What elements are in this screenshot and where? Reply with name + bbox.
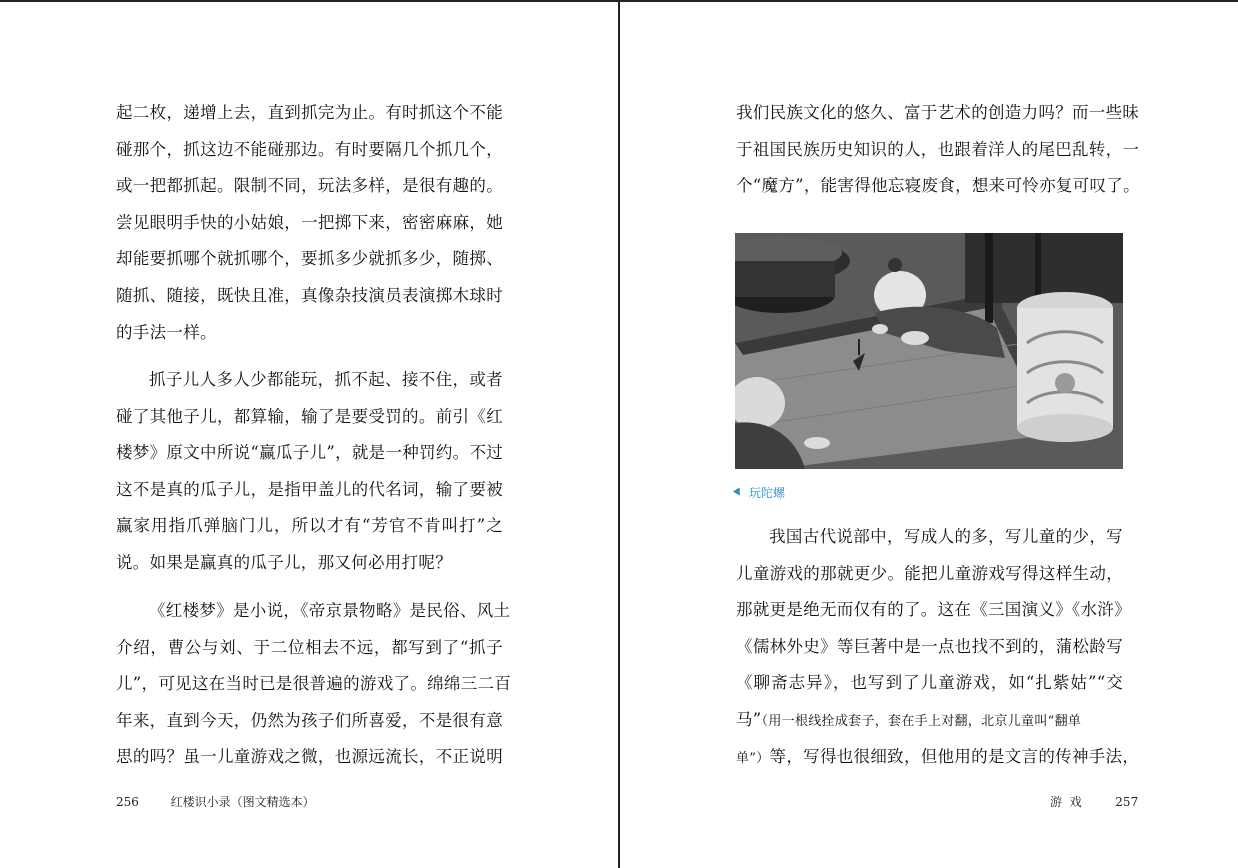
text-line: 抓子儿人多人少都能玩，抓不起、接不住，或者 — [149, 370, 503, 389]
text-line: 我们民族文化的悠久、富于艺术的创造力吗？而一些昧 — [736, 103, 1140, 122]
caption-triangle-icon — [733, 487, 743, 497]
running-title: 红楼识小录（图文精选本） — [170, 795, 315, 809]
text-line: 起二枚，递增上去，直到抓完为止。有时抓这个不能 — [116, 103, 503, 122]
text-line: 《儒林外史》等巨著中是一点也找不到的，蒲松龄写 — [736, 636, 1123, 656]
left-page — [0, 0, 618, 868]
text-line: 这不是真的瓜子儿，是指甲盖儿的代名词，输了要被 — [116, 479, 503, 499]
text-line: 年来，直到今天，仍然为孩子们所喜爱，不是很有意 — [116, 710, 503, 730]
page-number: 257 — [1115, 795, 1139, 809]
inline-note-end: 单”） — [736, 750, 770, 766]
text-line: 介绍，曹公与刘、于二位相去不远，都写到了“抓子 — [116, 637, 503, 657]
text-fragment: 马” — [736, 709, 762, 729]
text-line: 却能要抓哪个就抓哪个，要抓多少就抓多少，随掷、 — [116, 249, 503, 269]
paragraph-1 — [116, 95, 503, 351]
text-line: 儿”，可见这在当时已是很普遍的游戏了。绵绵三二百 — [116, 674, 512, 694]
text-line: 或一把都抓起。限制不同，玩法多样，是很有趣的。 — [116, 176, 503, 196]
text-line-with-note — [736, 739, 1140, 776]
text-line: 我国古代说部中，写成人的多，写儿童的少，写 — [769, 527, 1123, 546]
text-line: 说。如果是赢真的瓜子儿，那又何必用打呢？ — [116, 552, 452, 572]
text-line: 思的吗？虽一儿童游戏之微，也源远流长，不正说明 — [116, 747, 503, 767]
text-line: 个“魔方”，能害得他忘寝废食，想来可怜亦复可叹了。 — [736, 176, 1140, 196]
spinning-top-illustration — [735, 233, 1123, 469]
inline-note: （用一根线拴成套子，套在手上对翻，北京儿童叫“翻单 — [761, 713, 1082, 729]
text-line: 那就更是绝无而仅有的了。这在《三国演义》《水浒》 — [736, 600, 1131, 620]
text-line: 尝见眼明手快的小姑娘，一把掷下来，密密麻麻，她 — [116, 212, 503, 232]
paragraph-2 — [116, 362, 503, 582]
text-line: 楼梦》原文中所说“赢瓜子儿”，就是一种罚约。不过 — [116, 443, 504, 463]
text-line: 儿童游戏的那就更少。能把儿童游戏写得这样生动， — [736, 563, 1123, 583]
figure-caption — [734, 484, 785, 501]
left-footer — [116, 793, 315, 810]
illustration-art — [735, 233, 1123, 469]
running-chapter: 游 戏 — [1050, 795, 1082, 809]
text-line: 随抓、随接，既快且准，真像杂技演员表演掷木球时 — [116, 285, 503, 305]
right-footer — [1050, 793, 1138, 810]
text-line: 碰了其他子儿，都算输，输了是要受罚的。前引《红 — [116, 406, 503, 426]
text-line-with-note — [736, 702, 1123, 739]
text-fragment: 等，写得也很细致，但他用的是文言的传神手法， — [769, 746, 1140, 766]
text-line: 的手法一样。 — [116, 322, 217, 342]
paragraph-3 — [116, 593, 512, 776]
page-number: 256 — [116, 795, 139, 809]
paragraph-4 — [736, 519, 1140, 775]
right-page — [620, 0, 1238, 868]
paragraph-continued — [736, 95, 1140, 205]
text-line: 《聊斋志异》，也写到了儿童游戏，如“扎紫姑”“交 — [736, 673, 1123, 693]
text-line: 赢家用指爪弹脑门儿，所以才有“芳官不肯叫打”之 — [116, 516, 503, 536]
caption-text: 玩陀螺 — [749, 486, 786, 500]
text-line: 碰那个，抓这边不能碰那边。有时要隔几个抓几个， — [116, 139, 503, 159]
text-line: 于祖国民族历史知识的人，也跟着洋人的尾巴乱转，一 — [736, 139, 1140, 159]
text-line: 《红楼梦》是小说，《帝京景物略》是民俗、风土 — [149, 601, 511, 620]
